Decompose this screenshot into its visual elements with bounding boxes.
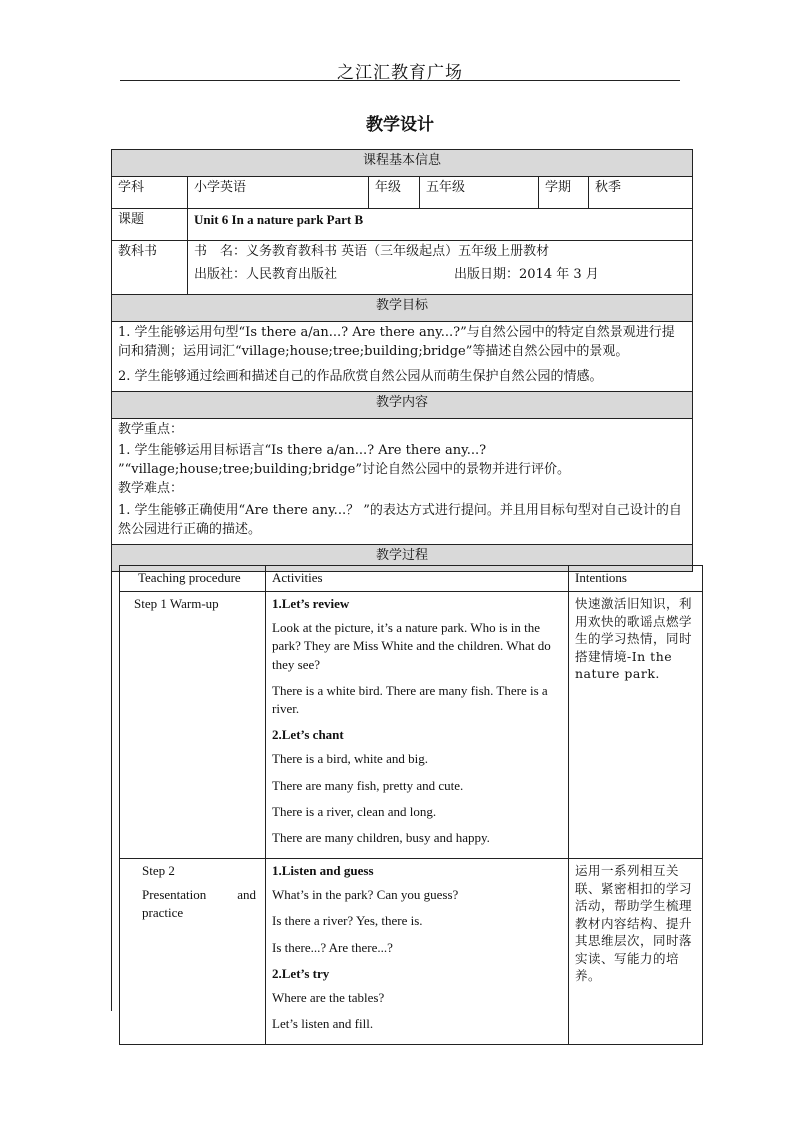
- subject-value: 小学英语: [188, 177, 369, 209]
- step1-name: Step 1 Warm-up: [120, 592, 266, 859]
- topic-label: 课题: [112, 209, 188, 241]
- publish-date: 出版日期：2014 年 3 月: [454, 266, 599, 282]
- objective-item: 2. 学生能够通过绘画和描述自己的作品欣赏自然公园从而萌生保护自然公园的情感。: [118, 368, 603, 384]
- step1-activities: [266, 592, 569, 859]
- difficulty-text: 1. 学生能够正确使用“Are there any...？ ”的表达方式进行提问。并且用目标句型对自己设计的自然公园进行正确的描述。: [118, 503, 682, 538]
- table-left-border: [111, 565, 112, 1011]
- step2-text: Where are the tables?: [272, 990, 385, 1005]
- header-brand: 之江汇教育广场: [337, 63, 463, 83]
- topic-value: Unit 6 In a nature park Part B: [188, 209, 693, 241]
- step1-chant-line: There is a bird, white and big.: [272, 751, 428, 767]
- publisher: 出版社：人民教育出版社: [194, 266, 338, 282]
- col-header-activities: Activities: [266, 566, 569, 592]
- step2-text: What’s in the park? Can you guess?: [272, 887, 459, 903]
- textbook-name: 书 名：义务教育教科书 英语（三年级起点）五年级上册教材: [194, 244, 550, 259]
- step1-chant-line: There is a river, clean and long.: [272, 803, 437, 819]
- step1-chant-line: There are many children, busy and happy.: [272, 829, 490, 845]
- objective-item: 1. 学生能够运用句型“Is there a/an...? Are there any...?”与自然公园中的特定自然景观进行提问和猜测；运用词汇“village;house;tree;building;bridge”等描述自然公园中的景观。: [118, 325, 675, 359]
- term-value: 秋季: [589, 177, 693, 209]
- step1-text: Look at the picture, it’s a nature park. Who is in the park? They are Miss White and the children. What do they see?: [272, 620, 551, 672]
- step2-name: Step 2: [142, 863, 175, 879]
- step1-heading-review: 1.Let’s review: [272, 596, 350, 611]
- grade-label: 年级: [369, 177, 420, 209]
- section-objectives: 教学目标: [112, 295, 693, 322]
- section-process: 教学过程: [112, 545, 693, 572]
- key-points-text: 1. 学生能够运用目标语言“Is there a/an...? Are there any...?: [118, 442, 487, 458]
- content-body: [112, 419, 693, 545]
- term-label: 学期: [539, 177, 589, 209]
- step2-name-cell: [120, 859, 266, 1045]
- key-points-text-cont: ”“village;house;tree;building;bridge”讨论自然公园中的景物并进行评价。: [118, 461, 571, 477]
- step2-intention: 运用一系列相互关联、紧密相扣的学习活动，帮助学生梳理教材内容结构、提升其思维层次，同时落实读、写能力的培养。: [569, 859, 703, 1045]
- step1-intention: 快速激活旧知识，利用欢快的歌谣点燃学生的学习热情，同时搭建情境-In the nature park.: [569, 592, 703, 859]
- grade-value: 五年级: [420, 177, 539, 209]
- step2-text: Is there...? Are there...?: [272, 939, 393, 955]
- teaching-process-table: [119, 565, 703, 1045]
- header-divider: [120, 80, 680, 81]
- document-title: 教学设计: [366, 115, 434, 135]
- step1-heading-chant: 2.Let’s chant: [272, 727, 344, 743]
- col-header-procedure: Teaching procedure: [120, 566, 266, 592]
- step2-heading-try: 2.Let’s try: [272, 965, 330, 981]
- section-content: 教学内容: [112, 392, 693, 419]
- col-header-intentions: Intentions: [569, 566, 703, 592]
- section-basic-info: 课程基本信息: [112, 150, 693, 177]
- textbook-details: [188, 241, 693, 295]
- objectives-body: [112, 322, 693, 392]
- difficulty-label: 教学难点：: [118, 480, 184, 496]
- step2-subtitle: Presentation and practice: [142, 887, 256, 921]
- step2-heading-listen: 1.Listen and guess: [272, 863, 374, 879]
- step1-chant-line: There are many fish, pretty and cute.: [272, 777, 464, 793]
- lesson-info-table: [111, 149, 693, 572]
- step1-text: There is a white bird. There are many fish. There is a river.: [272, 682, 548, 716]
- key-points-label: 教学重点：: [118, 422, 184, 437]
- step2-activities: [266, 859, 569, 1045]
- step2-text: Let’s listen and fill.: [272, 1016, 374, 1032]
- textbook-label: 教科书: [112, 241, 188, 295]
- subject-label: 学科: [112, 177, 188, 209]
- step2-text: Is there a river? Yes, there is.: [272, 913, 423, 929]
